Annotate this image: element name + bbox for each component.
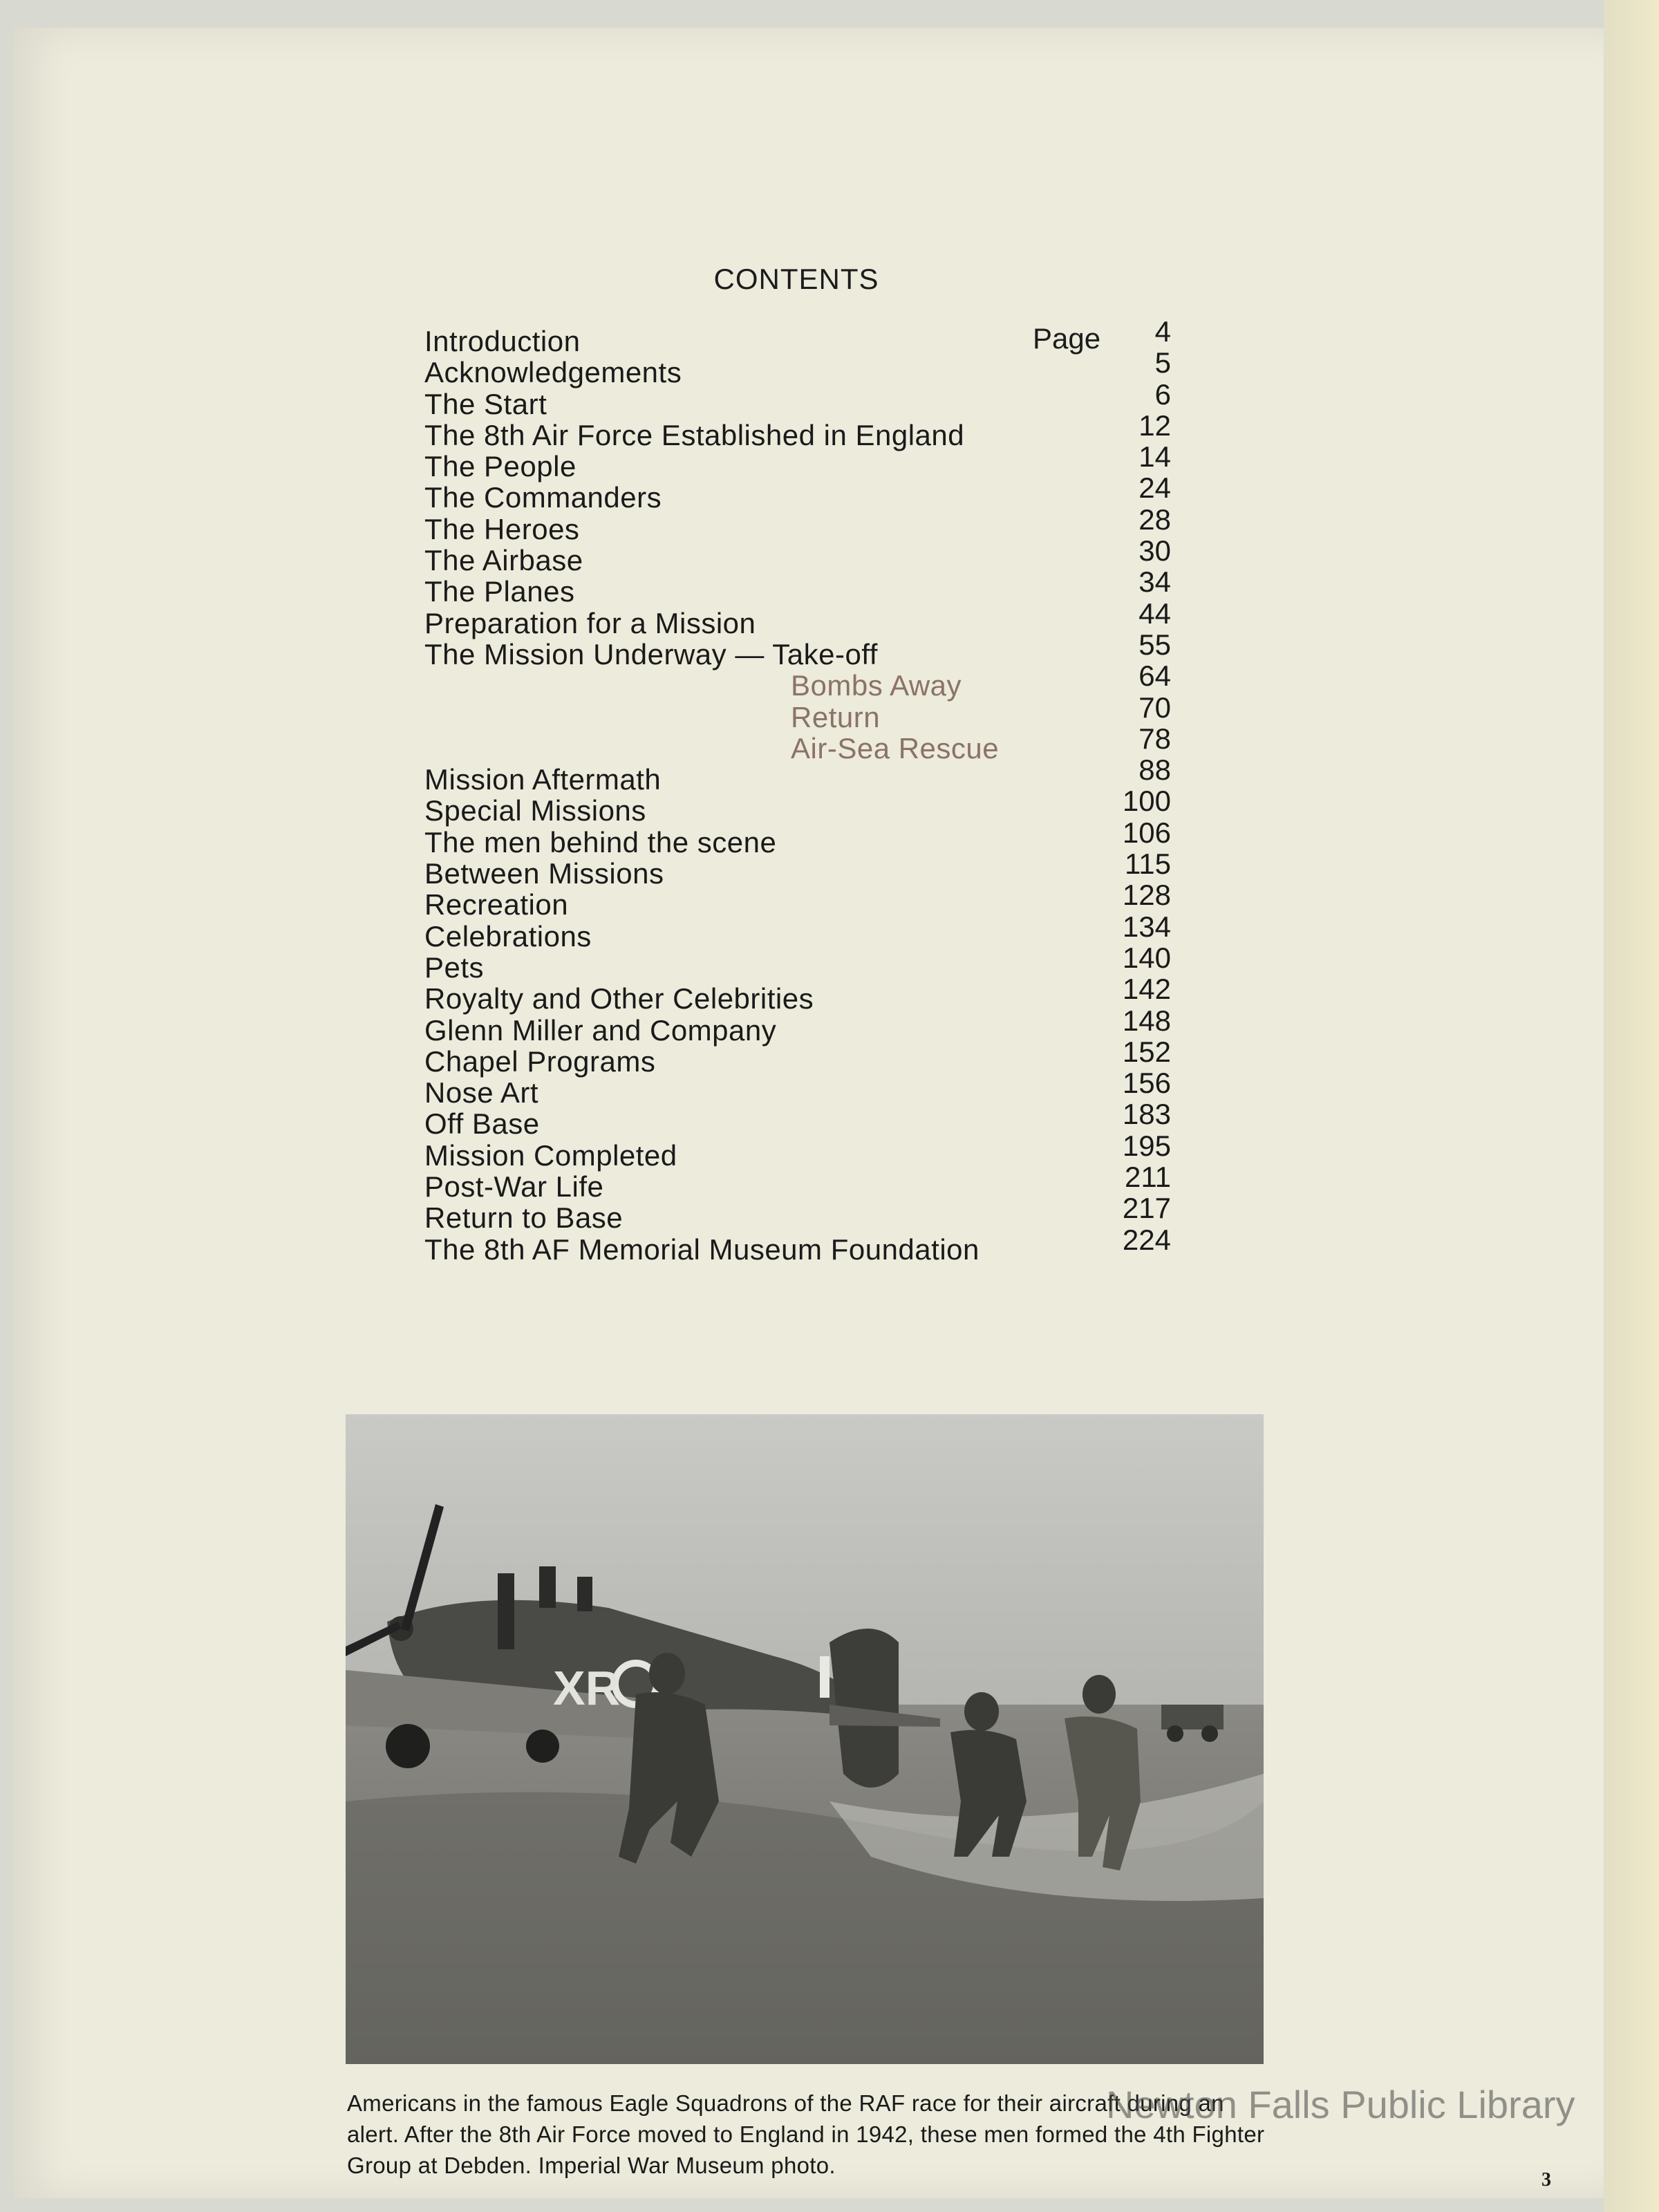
toc-entry-label: Return	[791, 700, 881, 733]
toc-entry-label: Return to Base	[424, 1201, 624, 1235]
toc-entry-page: 14	[1138, 440, 1171, 474]
toc-entry	[424, 377, 1178, 420]
toc-entry	[424, 722, 1178, 765]
page-edge	[1604, 0, 1659, 2212]
library-watermark: Newton Falls Public Library	[1106, 2083, 1575, 2126]
toc-entry-label: Air-Sea Rescue	[791, 731, 1000, 765]
table-of-contents	[424, 315, 1178, 1266]
page-column-label: Page	[1033, 322, 1101, 355]
aircraft-code: XR	[553, 1661, 621, 1715]
toc-entry	[424, 910, 1178, 953]
toc-entry-page: 30	[1138, 534, 1171, 568]
toc-entry-page: 211	[1125, 1161, 1171, 1194]
toc-entry-label: Between Missions	[424, 857, 664, 890]
toc-entry-page: 24	[1138, 471, 1171, 505]
toc-entry-page: 88	[1138, 753, 1171, 787]
toc-entry	[424, 785, 1178, 827]
contents-title: CONTENTS	[713, 263, 879, 295]
toc-entry-page: 115	[1125, 847, 1171, 881]
toc-entry-page: 148	[1122, 1004, 1171, 1037]
toc-entry-page: 4	[1154, 315, 1171, 348]
toc-entry-label: Recreation	[424, 888, 569, 921]
toc-entry	[424, 1129, 1178, 1172]
toc-entry-page: 44	[1138, 597, 1171, 630]
toc-entry-label: Introduction	[424, 325, 581, 357]
toc-entry-page: 78	[1138, 722, 1171, 755]
photo-caption: Americans in the famous Eagle Squadrons of the RAF race for their aircraft during an alert. After the 8th Air Force moved to England in 1942, these men formed the 4th Fighter Group at Debden. Imperial War Museum photo.	[347, 2090, 1265, 2178]
archival-photo	[346, 1414, 1264, 2064]
toc-entry-page: 5	[1154, 346, 1171, 379]
toc-entry	[424, 471, 1178, 514]
toc-entry	[424, 1067, 1178, 1109]
toc-entry	[424, 628, 1178, 671]
toc-entry	[424, 753, 1178, 796]
toc-entry-page: 70	[1138, 691, 1171, 724]
toc-entry-label: The 8th Air Force Established in England	[424, 418, 965, 451]
toc-entry-page: 183	[1122, 1098, 1171, 1131]
book-page	[14, 28, 1618, 2198]
toc-entry-label: Chapel Programs	[424, 1044, 656, 1078]
toc-entry-page: 106	[1122, 816, 1171, 849]
toc-entry	[424, 1004, 1178, 1047]
toc-entry-label: The Planes	[424, 575, 575, 608]
toc-entry-label: The People	[424, 450, 577, 483]
toc-entry-label: The Heroes	[424, 512, 580, 545]
toc-entry	[424, 346, 1178, 389]
toc-entry-label: Nose Art	[424, 1076, 539, 1109]
toc-entry-page: 12	[1138, 409, 1171, 442]
toc-entry-label: Pets	[424, 950, 485, 984]
toc-entry-label: Glenn Miller and Company	[424, 1013, 777, 1047]
toc-entry	[424, 1161, 1178, 1203]
toc-entry-label: The Start	[424, 387, 547, 420]
toc-entry-label: Acknowledgements	[424, 356, 682, 389]
toc-entry-page: 6	[1154, 377, 1171, 411]
toc-entry	[424, 691, 1178, 733]
toc-entry-label: Preparation for a Mission	[424, 606, 756, 639]
toc-entry	[424, 941, 1178, 984]
toc-entry-page: 55	[1138, 628, 1171, 661]
toc-entry-label: The Airbase	[424, 544, 583, 577]
toc-entry-page: 34	[1138, 565, 1171, 599]
toc-entry-page: 224	[1122, 1223, 1171, 1256]
toc-entry-label: Mission Aftermath	[424, 763, 662, 796]
toc-entry-page: 28	[1138, 503, 1171, 536]
toc-entry-label: Special Missions	[424, 794, 646, 827]
toc-entry-label: Royalty and Other Celebrities	[424, 982, 814, 1015]
toc-entry	[424, 597, 1178, 639]
toc-entry-label: Off Base	[424, 1107, 540, 1141]
toc-entry	[424, 659, 1178, 702]
toc-entry-label: Mission Completed	[424, 1138, 677, 1172]
toc-entry-page: 140	[1122, 941, 1171, 974]
toc-entry	[424, 1192, 1178, 1235]
toc-entry	[424, 1223, 1178, 1266]
page-number: 3	[1541, 2169, 1551, 2191]
toc-entry-page: 64	[1138, 659, 1171, 693]
toc-entry-label: The Mission Underway — Take-off	[424, 637, 878, 671]
toc-entry	[424, 847, 1178, 890]
toc-entry-page: 128	[1122, 879, 1171, 912]
toc-entry-page: 134	[1122, 910, 1171, 943]
toc-entry-page: 217	[1122, 1192, 1171, 1225]
toc-entry-label: The 8th AF Memorial Museum Foundation	[424, 1232, 980, 1266]
toc-entry	[424, 1035, 1178, 1078]
toc-entry-label: Post-War Life	[424, 1170, 604, 1203]
toc-entry	[424, 1098, 1178, 1141]
toc-entry-page: 100	[1122, 785, 1171, 818]
toc-entry-label: The men behind the scene	[424, 825, 777, 859]
toc-entry	[424, 565, 1178, 608]
toc-entry-page: 152	[1122, 1035, 1171, 1068]
toc-entry-page: 195	[1122, 1129, 1171, 1162]
toc-entry	[424, 503, 1178, 545]
toc-entry-page: 142	[1122, 973, 1171, 1006]
toc-entry-label: Celebrations	[424, 919, 592, 953]
toc-entry	[424, 315, 1178, 357]
toc-entry-page: 156	[1122, 1067, 1171, 1100]
toc-entry-label: The Commanders	[424, 481, 662, 514]
toc-entry	[424, 973, 1178, 1015]
toc-entry-label: Bombs Away	[791, 669, 962, 702]
toc-entry	[424, 409, 1178, 451]
toc-entry	[424, 816, 1178, 859]
toc-entry	[424, 440, 1178, 483]
toc-entry	[424, 879, 1178, 921]
toc-entry	[424, 534, 1178, 577]
